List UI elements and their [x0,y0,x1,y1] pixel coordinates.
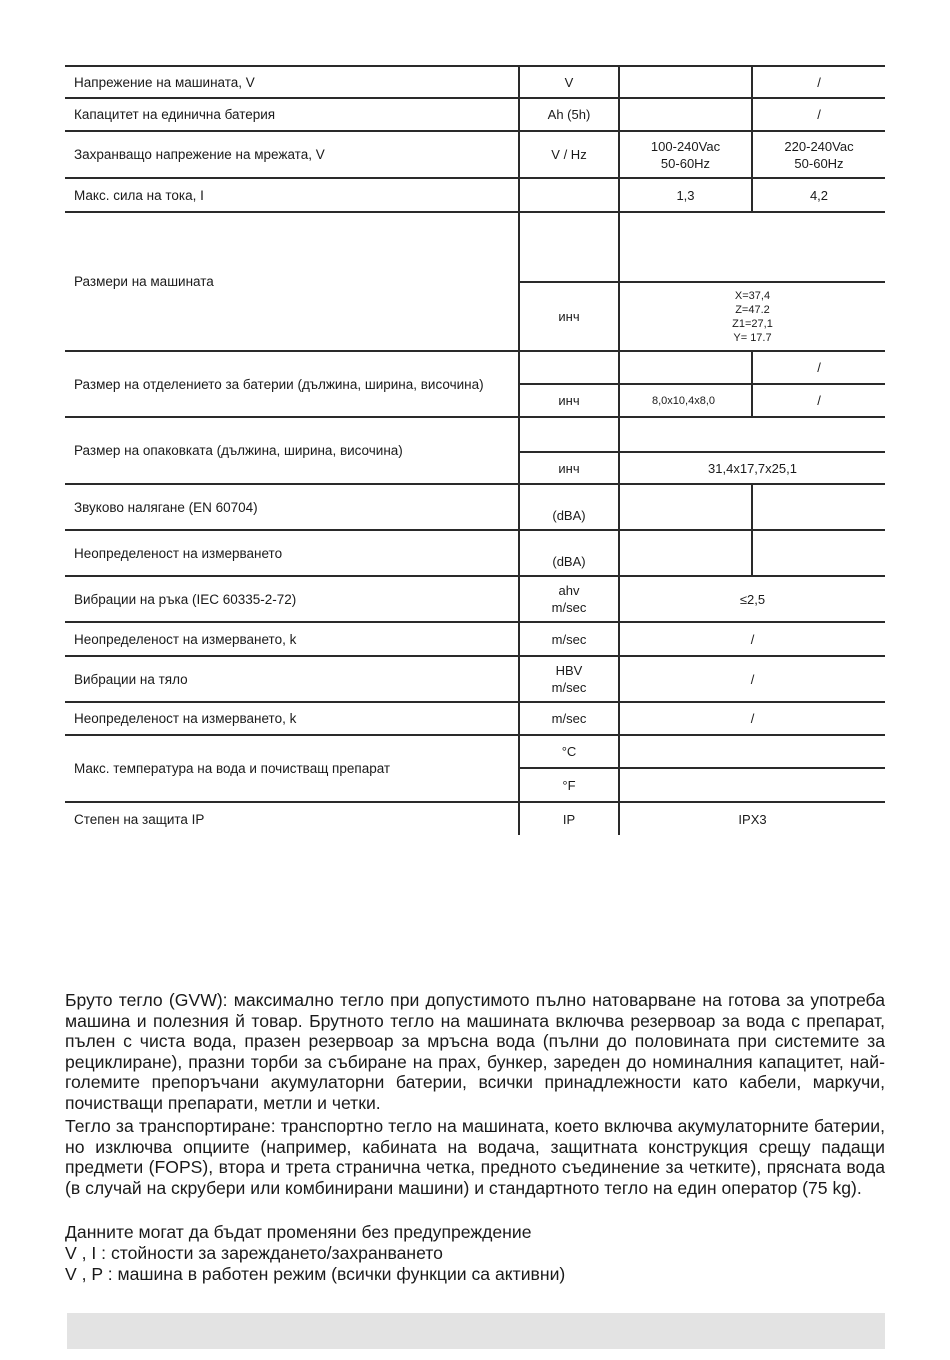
row-value: 1,3 [676,187,695,203]
row-label: Размер на опаковката (дължина, ширина, височина) [74,443,403,458]
row-unit: ahv m/sec [551,583,587,615]
row-value: 31,4x17,7x25,1 [708,460,797,476]
row-value: IPX3 [738,811,767,827]
row-label: Капацитет на единична батерия [74,107,276,122]
row-unit: IP [562,811,576,827]
row-value: 100-240Vac 50-60Hz [650,138,721,171]
row-label: Вибрации на ръка (IEC 60335-2-72) [74,591,297,607]
note-charge-values: V , I : стойности за зареждането/захранването [65,1243,443,1263]
row-label: Звуково налягане (EN 60704) [74,500,258,515]
row-value: 220-240Vac 50-60Hz [784,138,854,171]
row-label: Макс. сила на тока, I [74,187,204,203]
row-value: 4,2 [809,187,829,203]
row-unit: инч [558,393,580,408]
row-value: / [817,360,821,375]
row-value: X=37,4 Z=47.2 Z1=27,1 Y= 17.7 [732,289,773,344]
row-unit: инч [558,309,580,324]
row-value [620,67,751,97]
row-label: Напрежение на машината, V [74,74,255,90]
row-unit: °F [562,777,576,793]
row-label: Захранващо напрежение на мрежата, V [74,147,325,162]
row-unit: (dBA) [552,554,586,569]
row-label: Неопределеност на измерването [74,546,283,561]
row-value: / [750,671,755,687]
note-gross-weight: Бруто тегло (GVW): максимално тегло при допустимото пълно натоварване на готова за употреба машина и полезния й товар. Брутното тегло на машината включва резервоар за вода с препарат, пълен с чиста вода, празен резервоар за мръсна вода (пълни до половината при системите за рециклиране), празни торби за събиране на прах, бункер, зареден до номиналния капацитет, най-големите препоръчани акумулаторни батерии, всички принадлежности като кабели, маркучи, почистващи препарати, метли и четки. [65,990,885,1113]
row-value: / [750,631,755,647]
row-unit: (dBA) [552,508,586,523]
row-unit: m/sec [551,711,587,726]
row-value: / [750,711,755,726]
row-unit: HBV m/sec [551,663,587,695]
row-unit: °C [561,744,577,759]
row-value: ≤2,5 [739,591,766,607]
note-transport-weight: Тегло за транспортиране: транспортно тегло на машината, което включва акумулаторните батерии, но изключва опциите (например, кабината на водача, защитната конструкция срещу падащи предмети (FOPS), втора и трета странична четка, предното съединение за четките), прясната вода (в случай на скрубери или комбинирани машини) и стандартното тегло на един оператор (75 kg). [65,1116,885,1198]
row-value [620,99,751,130]
row-value: / [817,74,821,90]
row-unit: V / Hz [551,147,587,162]
footer-bar [67,1313,885,1349]
row-value: 8,0x10,4x8,0 [652,394,715,407]
row-label: Вибрации на тяло [74,671,188,687]
row-label: Размер на отделението за батерии (дължина, ширина, височина) [74,376,484,392]
row-unit: инч [558,460,580,476]
note-data-change: Данните могат да бъдат променяни без предупреждение [65,1222,532,1242]
row-value: / [817,107,821,122]
note-working-mode: V , P : машина в работен режим (всички функции са активни) [65,1264,566,1284]
row-unit: m/sec [551,631,587,647]
row-value: / [817,393,821,408]
row-label: Степен на защита IP [74,811,205,827]
row-label: Макс. температура на вода и почистващ препарат [74,761,391,776]
row-unit: Ah (5h) [547,107,591,122]
row-unit [520,179,618,211]
row-label: Неопределеност на измерването, k [74,631,297,647]
row-label: Неопределеност на измерването, k [74,711,297,726]
row-label: Размери на машината [74,274,214,289]
row-unit: V [564,74,574,90]
